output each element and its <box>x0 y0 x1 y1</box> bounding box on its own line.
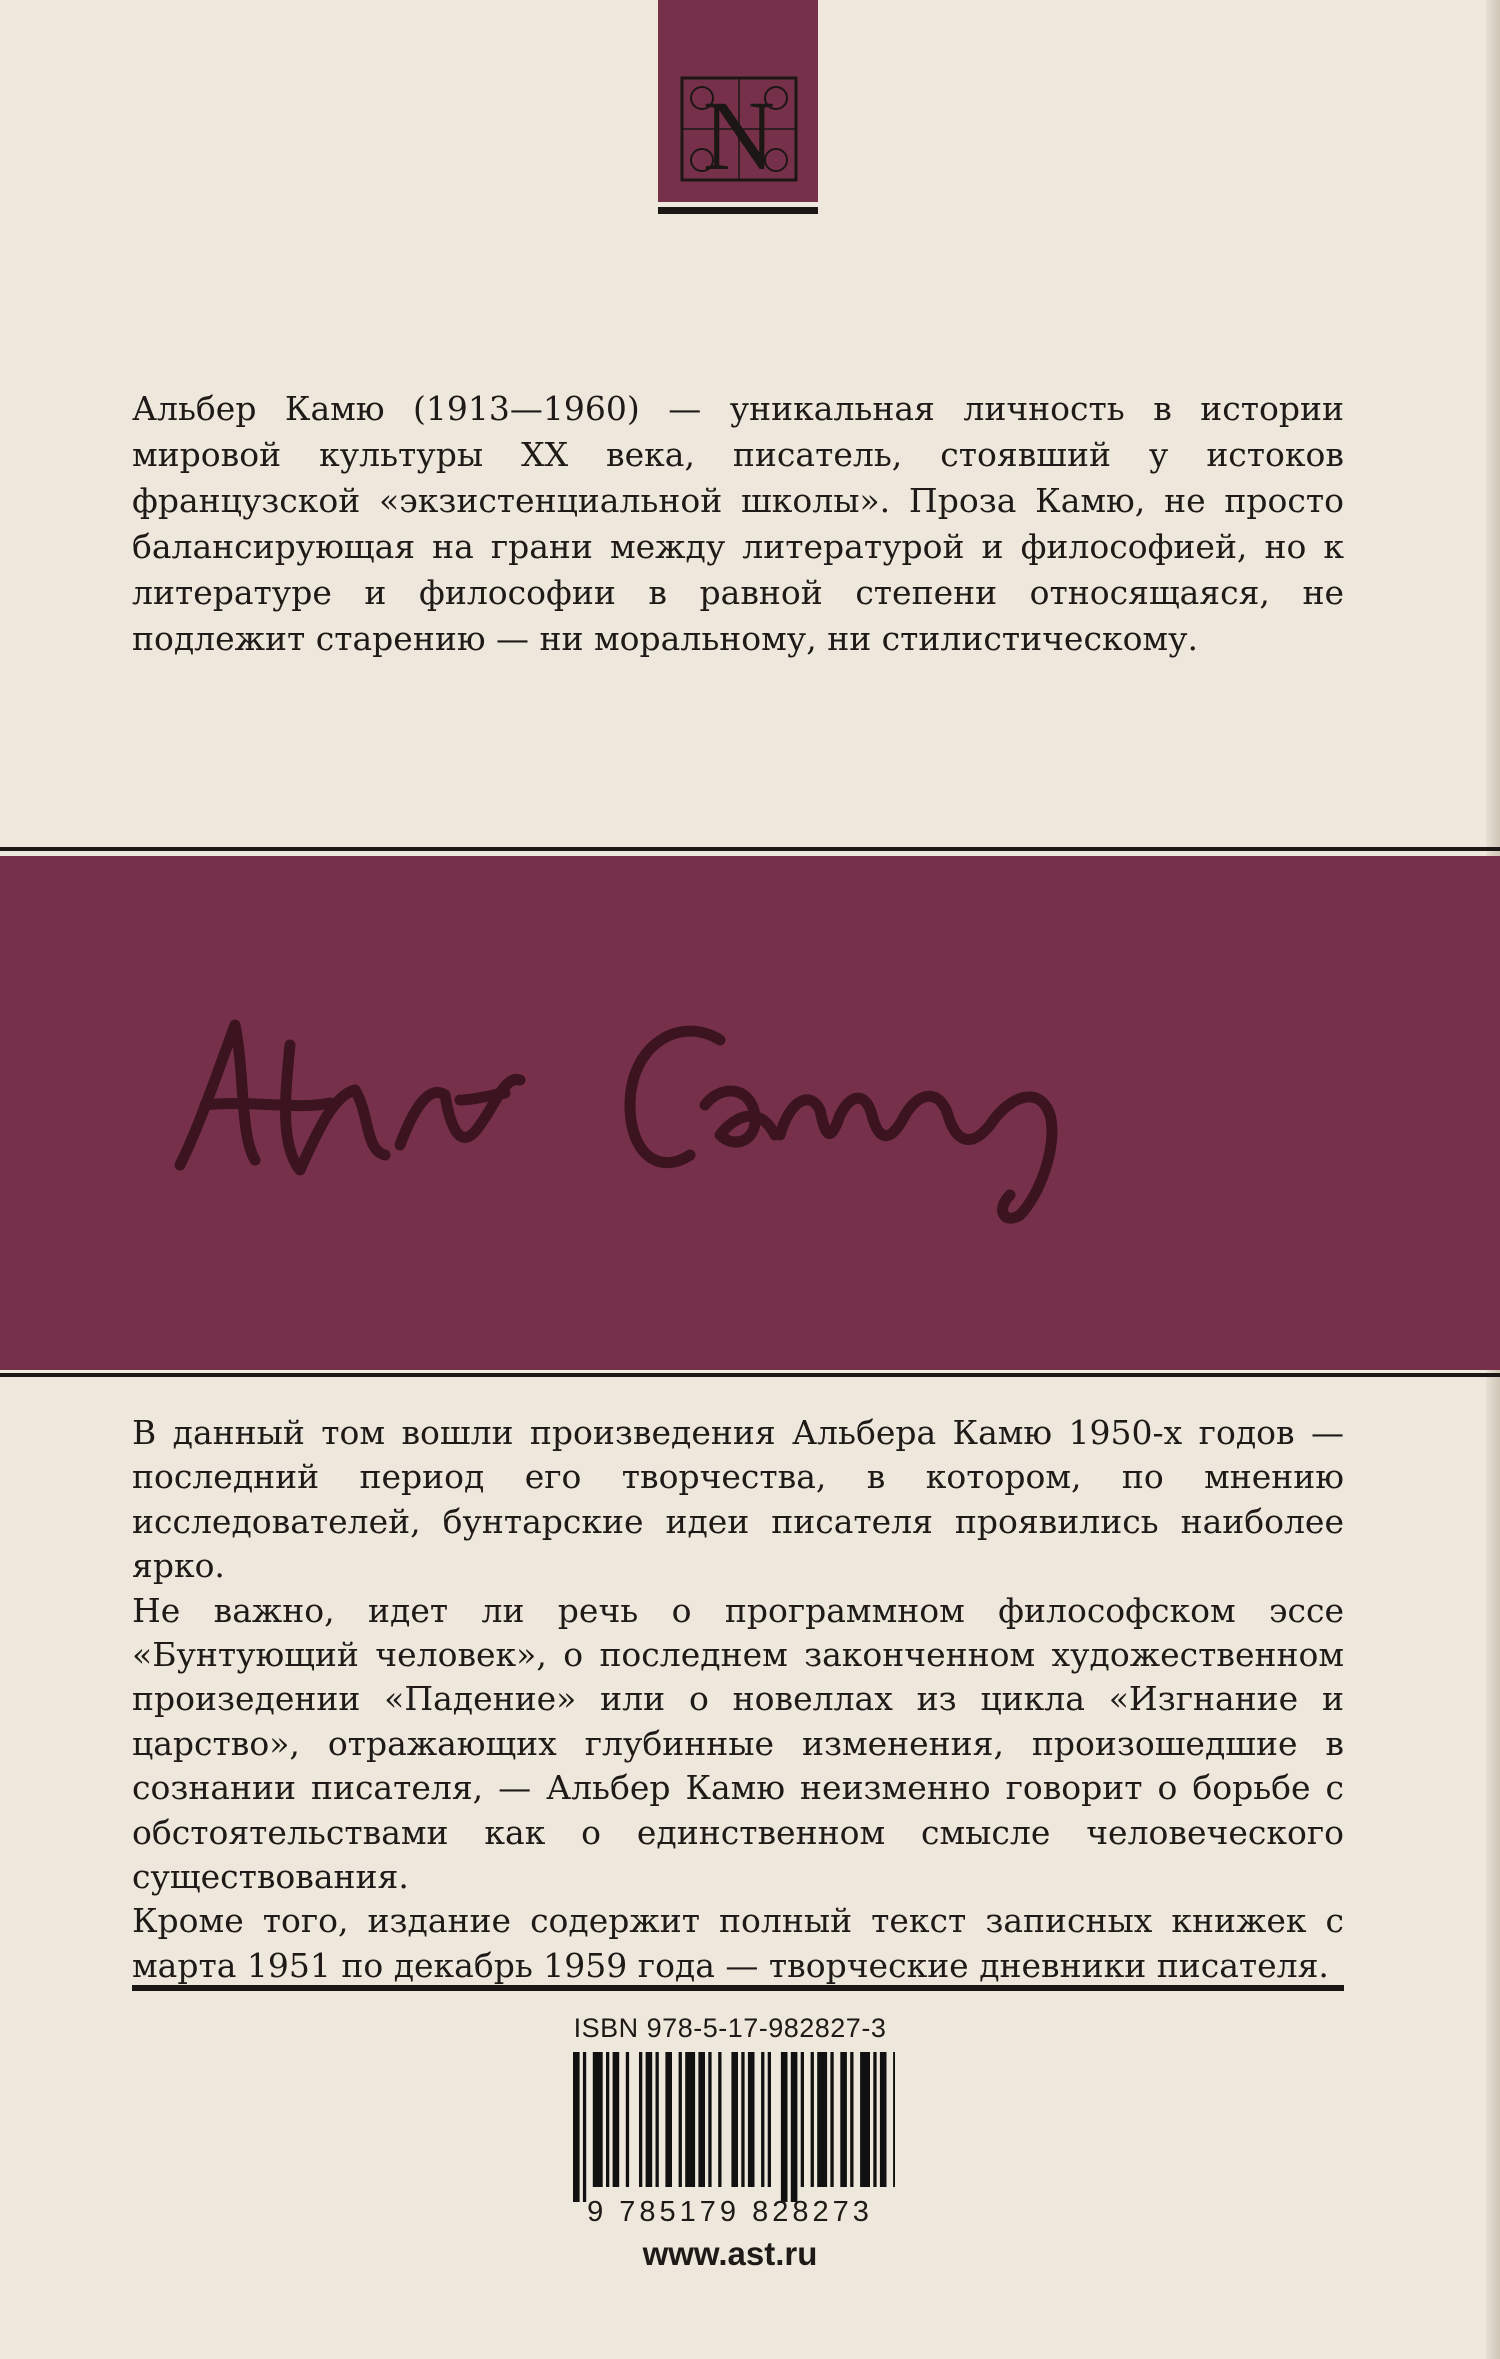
band-bottom-rule <box>0 1373 1500 1377</box>
bottom-rule <box>132 1985 1344 1991</box>
author-signature <box>160 985 1320 1245</box>
ean-digits: 9 785179 828273 <box>587 2196 873 2228</box>
description-paragraph: Не важно, идет ли речь о программном философском эссе «Бунтующий человек», о последнем законченном художественном произедении «Падение» или о новеллах из цикла «Изгнание и царство», отражающих глубинные изменения, произошедшие в сознании писателя, — Альбер Камю неизменно говорит о борьбе с обстоятельствами как о единственном смысле человеческого существования. <box>132 1590 1344 1897</box>
isbn-label: ISBN 978-5-17-982827-3 <box>573 2013 887 2043</box>
website-url: www.ast.ru <box>642 2235 818 2272</box>
publisher-logo-icon <box>678 74 800 184</box>
description-text <box>132 1411 1344 1988</box>
description-paragraph: В данный том вошли произведения Альбера Камю 1950-х годов — последний период его творчества, в котором, по мнению исследователей, бунтарские идеи писателя проявились наиболее ярко. <box>132 1413 1344 1586</box>
intro-paragraph: Альбер Камю (1913—1960) — уникальная личность в истории мировой культуры XX века, писатель, стоявший у истоков французской «экзистенциальной школы». Проза Камю, не просто балансирующая на грани между литературой и философией, но к литературе и философии в равной степени относящаяся, не подлежит старению — ни моральному, ни стилистическому. <box>132 389 1344 658</box>
svg-text:N: N <box>702 80 776 184</box>
isbn-barcode <box>560 2010 900 2260</box>
barcode-bars <box>565 2052 895 2202</box>
description-paragraph: Кроме того, издание содержит полный текст записных книжек с марта 1951 по декабрь 1959 года — творческие дневники писателя. <box>132 1901 1344 1985</box>
intro-text <box>132 386 1344 662</box>
band-top-rule <box>0 847 1500 851</box>
logo-underline <box>658 207 818 214</box>
